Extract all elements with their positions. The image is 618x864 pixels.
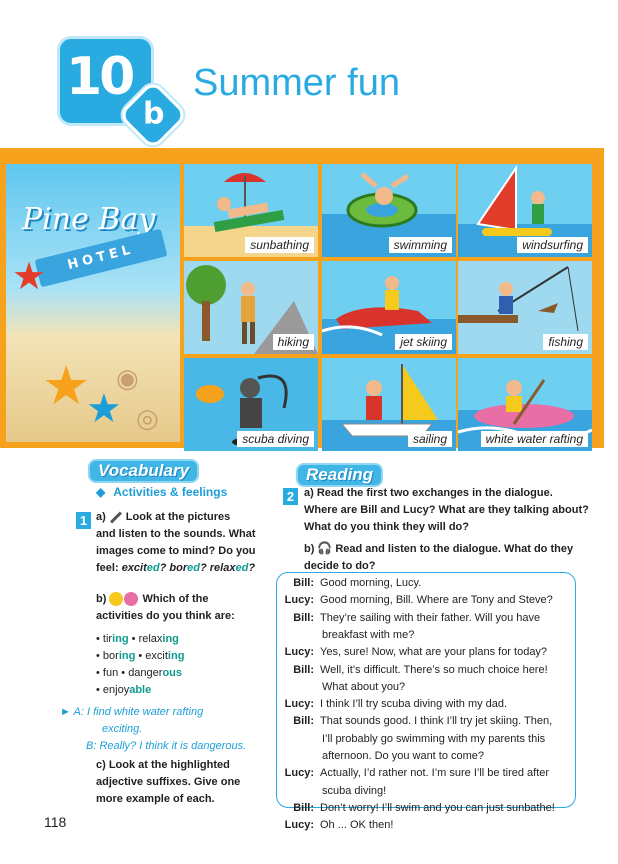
dialogue-speaker: Lucy: <box>284 767 314 780</box>
dialogue-line: Yes, sure! Now, what are your plans for today? <box>320 646 548 659</box>
starfish-icon: ★ <box>42 354 91 417</box>
sad-face-icon <box>124 592 138 606</box>
activity-tile-scuba-diving <box>184 358 318 451</box>
activity-label: hiking <box>273 334 314 350</box>
adjective-row: • enjoyable <box>96 684 152 696</box>
activity-tile-sailing <box>322 358 456 451</box>
task-2b: b) 🎧 Read and listen to the dialogue. What do they decide to do? <box>304 541 574 572</box>
vocabulary-subheading: ◆ Activities & feelings <box>96 485 228 499</box>
headphones-icon: 🎧 <box>317 541 333 555</box>
dialogue-speaker: Bill: <box>293 715 314 728</box>
task-number-1: 1 <box>76 512 91 529</box>
starfish-icon: ★ <box>86 386 122 432</box>
adjective-list <box>96 631 266 699</box>
task-1b: b) Which of the activities do you think are: <box>96 593 235 622</box>
dialogue-line: breakfast with me? <box>322 628 415 641</box>
activity-tile-jet-skiing <box>322 261 456 354</box>
dialogue-line: They’re sailing with their father. Will you have <box>320 611 541 624</box>
activity-label: jet skiing <box>395 334 452 350</box>
page-title: Summer fun <box>193 62 400 104</box>
dialogue-speaker: Bill: <box>293 801 314 814</box>
example-dialogue: ► A: I find white water rafting exciting. B: Really? I think it is dangerous. <box>60 706 247 752</box>
activity-label: fishing <box>543 334 588 350</box>
activity-tile-windsurfing <box>458 164 592 257</box>
adjective-row: • fun • dangerous <box>96 667 183 679</box>
dialogue-line: Good morning, Bill. Where are Tony and Steve? <box>320 594 553 607</box>
vocabulary-heading: Vocabulary <box>88 459 199 483</box>
activity-tile-hiking <box>184 261 318 354</box>
activity-label: swimming <box>389 237 452 253</box>
activity-label: scuba diving <box>237 431 314 447</box>
shell-icon: ◉ <box>116 364 139 394</box>
unit-letter: b <box>142 96 165 132</box>
activity-label: sunbathing <box>245 237 314 253</box>
smiley-face-icon <box>109 592 123 606</box>
task-1c: c) Look at the highlighted adjective suffixes. Give one more example of each. <box>96 759 241 805</box>
page-number: 118 <box>44 814 67 830</box>
activity-tile-sunbathing <box>184 164 318 257</box>
diamond-bullet-icon: ◆ <box>96 485 106 499</box>
dialogue-line: That sounds good. I think I’ll try jet skiing. Then, <box>320 715 553 728</box>
dialogue-line: I’ll probably go swimming with my parents this <box>322 732 546 745</box>
activity-tile-fishing <box>458 261 592 354</box>
shell-icon: ◎ <box>136 404 159 434</box>
dialogue-line: What about you? <box>322 680 406 693</box>
dialogue-line: Well, it’s difficult. There’s so much choice here! <box>320 663 548 676</box>
task-1a: a) Look at the pictures and listen to the sounds. What images come to mind? Do you feel: excited? bored? relaxed? <box>96 511 256 574</box>
dialogue-line: Actually, I’d rather not. I’m sure I’ll be tired after <box>320 767 550 780</box>
unit-number: 10 <box>66 47 133 107</box>
starfish-icon: ★ <box>12 254 47 298</box>
activity-tile-swimming <box>322 164 456 257</box>
dialogue-speaker: Bill: <box>293 663 314 676</box>
activity-label: windsurfing <box>517 237 588 253</box>
dialogue-speaker: Lucy: <box>284 819 314 832</box>
dialogue-line: scuba diving! <box>322 784 387 797</box>
pointer-arrow-icon: ► <box>60 706 71 718</box>
dialogue-line: Good morning, Lucy. <box>320 577 422 589</box>
dialogue-line: Don’t worry! I’ll swim and you can just sunbathe! <box>320 801 555 814</box>
dialogue-speaker: Bill: <box>293 611 314 624</box>
dialogue-line: Oh ... OK then! <box>320 819 394 832</box>
activity-tile-white-water-rafting <box>458 358 592 451</box>
activity-label: sailing <box>408 431 452 447</box>
dialogue-speaker: Lucy: <box>284 698 314 711</box>
dialogue-line: afternoon. Do you want to come? <box>322 750 485 762</box>
task-2a: a) Read the first two exchanges in the dialogue. Where are Bill and Lucy? What are they talking about? What do you think they will do? <box>304 487 589 533</box>
pencil-icon <box>110 511 122 523</box>
activity-label: white water rafting <box>481 431 588 447</box>
hotel-illustration <box>6 164 180 442</box>
reading-heading: Reading <box>296 463 383 487</box>
hotel-ribbon <box>35 229 168 288</box>
adjective-row: • boring • exciting <box>96 650 185 662</box>
dialogue-line: I think I’ll try scuba diving with my dad. <box>320 698 508 711</box>
dialogue-speaker: Lucy: <box>284 646 314 659</box>
dialogue-speaker: Lucy: <box>284 594 314 607</box>
task-number-2: 2 <box>283 488 298 505</box>
hotel-subtitle: HOTEL <box>66 242 136 274</box>
hotel-name: Pine Bay <box>22 202 156 237</box>
adjective-row: • tiring • relaxing <box>96 633 179 645</box>
activities-banner <box>0 148 604 448</box>
dialogue-speaker: Bill: <box>293 577 314 589</box>
